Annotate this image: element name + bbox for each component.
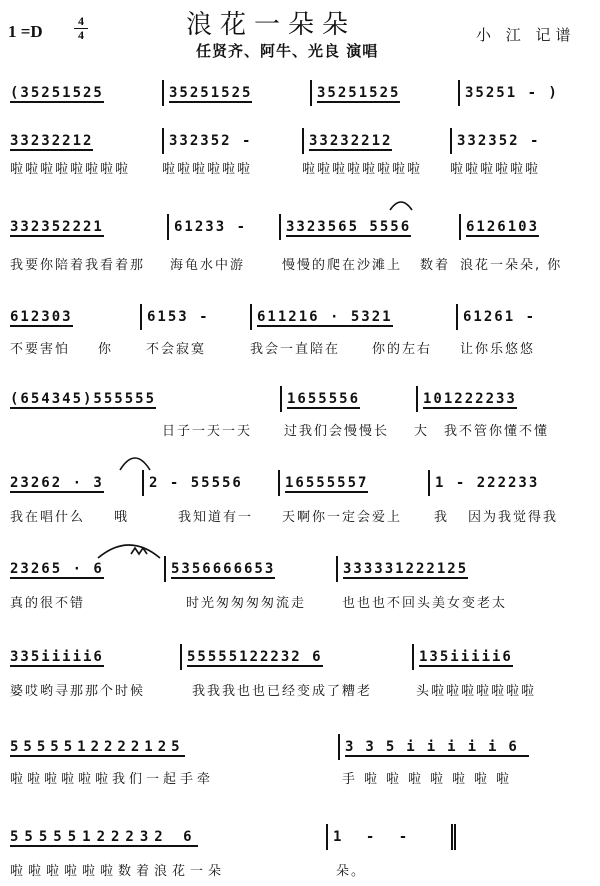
lyric-segment: 你 <box>98 342 114 357</box>
measure-notes: 335iiiii6 <box>10 649 104 665</box>
measure <box>10 80 160 106</box>
measure-notes: 1 - 222233 <box>435 475 540 491</box>
time-signature-top: 4 <box>74 15 88 29</box>
lyric-segment: 我要你陪着我看着那 <box>10 258 146 273</box>
measure <box>280 386 414 412</box>
lyric-segment: 真的很不错 <box>10 596 86 611</box>
lyric-segment: 啦啦啦啦啦啦啦啦 <box>302 162 423 177</box>
notation-line-6 <box>10 470 595 496</box>
measure <box>10 470 140 496</box>
measure-notes: 612303 <box>10 309 73 325</box>
measure <box>412 644 588 670</box>
lyric-line-7 <box>10 594 595 614</box>
lyric-segment: 你的左右 <box>372 342 433 357</box>
lyric-segment: 啦啦啦啦啦啦我们一起手牵 <box>10 772 215 787</box>
measure-notes: 55555122232 6 <box>10 829 198 845</box>
lyric-line-4 <box>10 340 595 360</box>
measure-notes: 5555512222125 <box>10 739 185 755</box>
measure-notes: 5356666653 <box>171 561 276 577</box>
slur-mark <box>120 458 150 470</box>
notation-line-10 <box>10 824 595 850</box>
breath-mark-icon <box>130 546 150 556</box>
measure <box>164 556 334 582</box>
lyric-segment: 不要害怕 <box>10 342 71 357</box>
measure <box>456 304 586 330</box>
measure <box>416 386 588 412</box>
lyric-segment: 时光匆匆匆匆流走 <box>186 596 307 611</box>
measure-notes: 35251525 <box>317 85 401 101</box>
notation-line-1 <box>10 80 595 106</box>
measure <box>142 470 276 496</box>
measure-notes: 61233 - <box>174 219 248 235</box>
notation-line-4 <box>10 304 595 330</box>
measure <box>450 128 588 154</box>
measure-notes: 35251525 <box>169 85 253 101</box>
measure-notes: 16555557 <box>285 475 369 491</box>
measure-notes: 135iiiii6 <box>419 649 513 665</box>
slur-mark <box>96 536 162 560</box>
singers: 任贤齐、阿牛、光良 演唱 <box>196 42 379 60</box>
lyric-segment: 过我们会慢慢长 <box>284 424 390 439</box>
measure-notes: 6126103 <box>466 219 540 235</box>
measure-notes: 1 - - <box>333 829 416 845</box>
measure <box>10 214 165 240</box>
lyric-segment: 我 <box>434 510 450 525</box>
measure-notes: 1655556 <box>287 391 361 407</box>
lyric-segment: 手啦啦啦啦啦啦啦 <box>342 772 519 787</box>
measure-notes: 335iiiii6 <box>345 739 529 755</box>
measure <box>10 128 160 154</box>
lyric-line-3 <box>10 256 595 276</box>
measure-notes: 35251 - ) <box>465 85 559 101</box>
lyric-segment: 浪花一朵朵, 你 <box>460 258 563 273</box>
measure <box>180 644 410 670</box>
lyric-segment: 因为我觉得我 <box>468 510 559 525</box>
lyric-line-8 <box>10 682 595 702</box>
measure <box>162 80 308 106</box>
measure <box>10 304 138 330</box>
measure-notes: 333331222125 <box>343 561 469 577</box>
measure <box>250 304 454 330</box>
measure-notes: 61261 - <box>463 309 537 325</box>
measure-notes: 33232212 <box>10 133 94 149</box>
notation-line-3 <box>10 214 595 240</box>
measure-notes: 6153 - <box>147 309 210 325</box>
notation-line-5 <box>10 386 595 412</box>
lyric-segment: 我会一直陪在 <box>250 342 341 357</box>
measure <box>10 824 310 850</box>
measure <box>310 80 456 106</box>
lyric-segment: 海龟水中游 <box>170 258 246 273</box>
measure <box>326 824 456 850</box>
lyric-segment: 也也也不回头美女变老太 <box>342 596 508 611</box>
lyric-line-6 <box>10 508 595 528</box>
lyric-segment: 朵。 <box>336 864 367 879</box>
measure-notes: 23262 · 3 <box>10 475 104 491</box>
measure <box>10 734 336 760</box>
measure <box>302 128 448 154</box>
measure-notes: (35251525 <box>10 85 104 101</box>
breath-mark-icon <box>131 548 147 554</box>
lyric-segment: 啦啦啦啦啦啦 <box>450 162 541 177</box>
lyric-line-5 <box>10 422 595 442</box>
measure-notes: (654345)555555 <box>10 391 157 407</box>
lyric-segment: 慢慢的爬在沙滩上 <box>282 258 403 273</box>
slur-mark <box>118 450 152 472</box>
lyric-segment: 大 <box>414 424 430 439</box>
lyric-segment: 头啦啦啦啦啦啦啦 <box>416 684 537 699</box>
lyric-segment: 数着 <box>420 258 451 273</box>
lyric-segment: 天啊你一定会爱上 <box>282 510 403 525</box>
lyric-segment: 我不管你懂不懂 <box>444 424 550 439</box>
measure <box>162 128 300 154</box>
time-signature <box>74 15 88 42</box>
measure-notes: 332352 - <box>169 133 253 149</box>
measure-notes: 3323565 5556 <box>286 219 412 235</box>
measure-notes: 101222233 <box>423 391 517 407</box>
notation-line-8 <box>10 644 595 670</box>
measure <box>10 644 178 670</box>
measure-notes: 55555122232 6 <box>187 649 323 665</box>
measure <box>279 214 457 240</box>
notation-line-9 <box>10 734 595 760</box>
lyric-segment: 啦啦啦啦啦啦数着浪花一朵 <box>10 864 227 879</box>
measure <box>459 214 589 240</box>
measure <box>140 304 248 330</box>
lyric-segment: 婆哎哟寻那那个时候 <box>10 684 146 699</box>
measure <box>167 214 277 240</box>
lyric-line-10 <box>10 862 595 882</box>
lyric-segment: 让你乐悠悠 <box>460 342 536 357</box>
lyric-segment: 日子一天一天 <box>162 424 253 439</box>
lyric-line-9 <box>10 770 595 790</box>
measure <box>458 80 588 106</box>
lyric-segment: 哦 <box>114 510 130 525</box>
measure-notes: 611216 · 5321 <box>257 309 393 325</box>
lyric-segment: 我我我也也已经变成了糟老 <box>192 684 373 699</box>
measure-notes: 23265 · 6 <box>10 561 104 577</box>
lyric-segment: 我在唱什么 <box>10 510 86 525</box>
slur-mark <box>388 196 414 212</box>
measure <box>428 470 588 496</box>
measure-notes: 332352221 <box>10 219 104 235</box>
measure <box>336 556 590 582</box>
time-signature-bottom: 4 <box>78 28 84 42</box>
measure-notes: 332352 - <box>457 133 541 149</box>
lyric-segment: 我知道有一 <box>178 510 254 525</box>
lyric-segment: 啦啦啦啦啦啦 <box>162 162 253 177</box>
measure <box>338 734 590 760</box>
song-title: 浪花一朵朵 <box>186 10 357 40</box>
transcriber-credit: 小 江 记谱 <box>476 26 576 44</box>
key-signature: 1 =D <box>8 22 43 41</box>
notation-line-2 <box>10 128 595 154</box>
lyric-segment: 啦啦啦啦啦啦啦啦 <box>10 162 131 177</box>
measure-notes: 33232212 <box>309 133 393 149</box>
slur-mark <box>98 545 160 558</box>
measure <box>10 386 278 412</box>
measure-notes: 2 - 55556 <box>149 475 243 491</box>
lyric-segment: 不会寂寞 <box>146 342 207 357</box>
lyric-line-2 <box>10 160 595 180</box>
slur-mark <box>390 202 412 210</box>
measure <box>278 470 426 496</box>
